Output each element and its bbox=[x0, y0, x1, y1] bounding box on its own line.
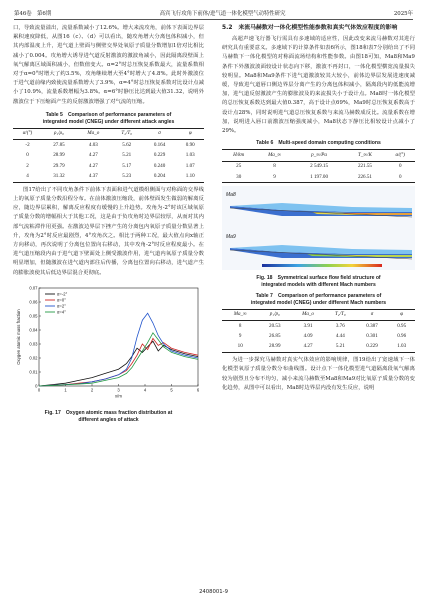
table-row bbox=[222, 321, 415, 332]
legend-label-3: α=4° bbox=[57, 309, 66, 315]
page-number: 2408001-9 bbox=[199, 589, 228, 595]
fig18-label-ma9: Ma9 bbox=[226, 234, 236, 241]
table5-cell: 0.240 bbox=[153, 162, 166, 169]
y-tick-label: 0.02 bbox=[29, 355, 38, 361]
table6-cell: 8 bbox=[273, 163, 276, 170]
table6-cell: 1 197.00 bbox=[294, 172, 345, 183]
table7-header-5: φ bbox=[388, 309, 415, 320]
table7-header-3: T₂/T₀ bbox=[325, 309, 356, 320]
legend-label-0: α=-2° bbox=[57, 291, 68, 297]
y-axis-label: Oxygen atomic mass fraction bbox=[16, 309, 21, 365]
table7-header-2: Ma_o bbox=[291, 309, 325, 320]
y-tick-label: 0.01 bbox=[29, 369, 38, 375]
header-title: 高宾飞行攻角下前体/进气道一体化模型气动特性研究 bbox=[159, 11, 286, 17]
table5-cell: 31.32 bbox=[42, 171, 76, 182]
table5-cell: 27.85 bbox=[53, 141, 65, 148]
fig17-caption-line2: different angles of attack bbox=[78, 417, 139, 424]
table7-cell: 10 bbox=[222, 342, 258, 353]
table6-header-2: p_∞/Pa bbox=[294, 150, 345, 161]
table5-cell: 4.27 bbox=[88, 152, 98, 159]
table7-caption-line1: Table 7 Comparison of performance parameters of bbox=[255, 292, 382, 299]
table7-cell: 1.03 bbox=[388, 342, 415, 353]
table7-cell: 0.96 bbox=[397, 332, 407, 339]
fig18 bbox=[222, 186, 415, 274]
table7-cell: 9 bbox=[238, 332, 242, 339]
right-paragraph-2: 为进一步探究马赫数对真实气体效应的影响规律，图19给出了宽速域下一体化模型氧原子质量分数分布曲线图。设计点下一体化模型进气道隔离段氧气解离较为剧烈且分布不均匀，减小来流马赫数至Ma8和Ma9对比氧原子质量分数的变化趋势，从图中可以看出，Ma8时边界层内没有发生反应，说明 bbox=[222, 357, 415, 391]
legend-label-2: α=2° bbox=[57, 303, 66, 309]
table5-cell: -2 bbox=[25, 141, 30, 148]
table7-cell: 4.27 bbox=[291, 342, 325, 353]
table7-cell: 3.76 bbox=[335, 322, 345, 329]
x-tick-label: 4 bbox=[143, 387, 147, 393]
table5-cell: 4 bbox=[13, 171, 42, 182]
table-row bbox=[13, 161, 204, 171]
table7-cell: 28.99 bbox=[258, 342, 291, 353]
table5-cell: 0 bbox=[26, 152, 29, 159]
table5-cell: 0.229 bbox=[153, 152, 166, 159]
table5-cell: 28.99 bbox=[53, 152, 65, 159]
table5-header-3: T₂/T₀ bbox=[111, 128, 143, 139]
fig18-caption-line1: Fig. 18 Symmetrical surface flow field structure of bbox=[256, 274, 381, 281]
fig18-flowfield bbox=[222, 186, 415, 270]
x-tick-label: 3 bbox=[117, 387, 120, 393]
table7-cell: 0.229 bbox=[356, 342, 389, 353]
header-volume: 第46卷 第6期 bbox=[14, 11, 52, 17]
table-row bbox=[222, 331, 415, 341]
table-row bbox=[222, 172, 415, 183]
table5-cell: 5.17 bbox=[122, 162, 132, 169]
table-row bbox=[222, 161, 415, 172]
x-tick-label: 0 bbox=[37, 387, 41, 393]
right-column bbox=[222, 24, 415, 393]
table5-cell: 4.27 bbox=[88, 162, 98, 169]
section-5-2-title: 5.2 来流马赫数对一体化模型性能参数和真实气体效应程度的影响 bbox=[222, 25, 398, 31]
y-tick-label: 0.07 bbox=[29, 285, 38, 291]
table6-cell: 226.51 bbox=[344, 172, 385, 183]
table7-header-4: σ bbox=[356, 309, 389, 320]
fig18-colorbar bbox=[262, 264, 382, 267]
legend-label-1: α=0° bbox=[57, 297, 66, 303]
table5-header-5: φ bbox=[177, 128, 205, 139]
table7-cell: 3.91 bbox=[303, 322, 313, 329]
header-year: 2025年 bbox=[393, 11, 413, 17]
table5-caption-line1: Table 5 Comparison of performance parameters of bbox=[45, 111, 172, 118]
table7-cell: 20.53 bbox=[269, 322, 281, 329]
x-tick-label: 5 bbox=[170, 387, 173, 393]
table6-cell: 2 549.15 bbox=[310, 163, 328, 170]
table-row bbox=[13, 171, 204, 182]
table7 bbox=[222, 309, 415, 354]
table-row bbox=[13, 151, 204, 161]
table6-cell: 25 bbox=[236, 163, 242, 170]
table5-header-2: Ma_o bbox=[76, 128, 111, 139]
fig17 bbox=[13, 282, 204, 410]
x-tick-label: 1 bbox=[64, 387, 67, 393]
table5-cell: 5.23 bbox=[111, 171, 143, 182]
table7-cell: 4.09 bbox=[303, 332, 313, 339]
table6-cell: 30 bbox=[222, 172, 255, 183]
x-tick-label: 6 bbox=[196, 387, 200, 393]
table5-cell: 4.37 bbox=[76, 171, 111, 182]
table6-cell: 0 bbox=[385, 172, 415, 183]
left-paragraph-1: 口，导致流量溢出，流量系数减小了12.6%。增大来流攻角，前体下表面边界层累积速度降低，从图16（c）、（d）可以看出，随攻角增大分离包体积减小，但其内部温度上升，进气道上壁面与侧壁交界处氧原子质量分数增加1倍对比相比减小了0.004。攻角增大诱导进气道反射激波的激波角减小，因此隔离段壁面上氧气解离区域面积减小，但数值变大。α=2°时总压恢复系数最大，流量系数相对于α=0°时增大了约3.5%，攻角继续增大至4°时增大了4.8%。此时外激波位于进气道前缘内致使流量系数增大了3.9%，α=4°时总压恢复系数对比设计点减小了10.9%，流量系数增幅为3.8%。α=6°时静压比达到最大值31.32，说明外激波位于下压缩面产生的反射激波增强了对气流的压缩。 bbox=[13, 25, 204, 105]
table7-cell: 8 bbox=[238, 322, 242, 329]
table6-cell: 9 bbox=[255, 172, 293, 183]
table7-header-1: p₁/p₀ bbox=[258, 309, 291, 320]
y-tick-label: 0.05 bbox=[29, 313, 38, 319]
table5-cell: 4.03 bbox=[88, 141, 98, 148]
table6-header-0: H/km bbox=[222, 150, 255, 161]
table7-cell: 26.85 bbox=[269, 332, 281, 339]
x-axis-label: x/m bbox=[115, 393, 122, 399]
table5-header-1: ρ₁/ρ₀ bbox=[42, 128, 76, 139]
y-tick-label: 0 bbox=[35, 383, 38, 389]
table5-cell: 1.03 bbox=[185, 152, 195, 159]
table6-cell: 0 bbox=[398, 163, 402, 170]
y-tick-label: 0.04 bbox=[29, 327, 38, 333]
table-row bbox=[13, 140, 204, 151]
table5-cell: 5.21 bbox=[122, 152, 132, 159]
right-paragraph-1: 高超声速飞行器飞行需具有多速域的适应性，因此改变来流马赫数对其进行研究具有重要意义。多速域下的计算条件如表6所示，图18和表7分别给出了不同马赫数下一体化模型的对称面流场结构和性能参数。由图18可知，Ma8和Ma9条件下外激波波面较设计状态向下移，激波不再封口，一体化模型横宽流量损失较明显。Ma8和Ma9条件下进气道激波较其大较小，前体边界层发展进速度减缓，导致进气道唇口侧边界层分离产生的分离包体积减小，隔离段内的低能流增加，进气道反射激波产生的膨胀波及的来流损失小于设计点。Ma8时一体化模型的总压恢复系数达到最大值0.387，高于设计点69%，Ma9时总压恢复系数高于设计点28%，同时说明进气道总压恢复系数与来流马赫数成反比。流量系数在增加，说明进入唇口前激波压缩强度减小，Ma8状态下静压比相较设计点减小了29%。 bbox=[222, 36, 415, 135]
table7-cell: 0.95 bbox=[397, 322, 407, 329]
left-column bbox=[13, 24, 204, 424]
table5-cell: 0.204 bbox=[143, 171, 177, 182]
table7-cell: 5.21 bbox=[325, 342, 356, 353]
left-paragraph-2: 图17给出了不同攻角条件下前体下表面和进气道模组侧面与对称面的交界线上的氧原子质量分数沿程分布。在前体激波压缩段，前体壁面发生做弱的解离反应，随边界层累积，解离反应程度有缓慢的上升趋势。攻角为-2°时该区域氧原子质量分数的增幅相大于其他工况，这是由于负攻角时边界层较厚，从而对其内部气流粘滞作用更强。在激波边界层下挫产生的分离包内氧原子质量分数显著上升，攻角为2°时反应最剧烈，4°攻角次之。相比于两种工况，最大值点向x轴正方向移动，再次说明了分离包位置向右移动，其中攻角-2°时反应程度最小。在进气道压缩段内由于进气道下壁面处上侧受激波作用，进气道内氧原子质量分数明显增加，但随激波在进气道内部往后传播，分离包位置向右移动，进气道产生的膨胀波使其后低边界层混合更彻底。 bbox=[13, 186, 204, 276]
table5-cell: 5.62 bbox=[122, 141, 132, 148]
table6-cell: 221.55 bbox=[357, 163, 372, 170]
table5-cell: 0.90 bbox=[185, 141, 195, 148]
table5-cell: 0.164 bbox=[153, 141, 166, 148]
y-tick-label: 0.03 bbox=[29, 341, 38, 347]
table-row bbox=[222, 342, 415, 353]
table7-cell: 4.44 bbox=[335, 332, 345, 339]
table7-cell: 0.301 bbox=[366, 332, 378, 339]
fig18-caption-line2: integrated models with different Mach numbers bbox=[261, 281, 376, 288]
table5-cell: 2 bbox=[26, 162, 29, 169]
table7-caption-line2: integrated model (CNEG) under different Mach numbers bbox=[250, 299, 387, 306]
fig17-caption-line1: Fig. 17 Oxygen atomic mass fraction distribution at bbox=[44, 410, 173, 417]
fig17-chart bbox=[13, 282, 204, 406]
table6-header-3: T_∞/K bbox=[344, 150, 385, 161]
running-header bbox=[14, 9, 413, 20]
y-tick-label: 0.06 bbox=[29, 299, 38, 305]
table5-caption-line2: integrated model (CNEG) under different attack angles bbox=[42, 118, 175, 125]
table7-cell: 0.387 bbox=[366, 322, 378, 329]
x-tick-label: 2 bbox=[90, 387, 94, 393]
table6 bbox=[222, 149, 415, 183]
table6-header-1: Ma_∞ bbox=[255, 150, 293, 161]
table7-header-0: Ma_∞ bbox=[222, 309, 258, 320]
fig18-label-ma8: Ma8 bbox=[226, 192, 236, 199]
table5-header-4: σ bbox=[143, 128, 177, 139]
table5 bbox=[13, 128, 204, 183]
table5-cell: 1.10 bbox=[177, 171, 205, 182]
table5-header-0: α/(°) bbox=[13, 128, 42, 139]
table6-header-4: α/(°) bbox=[385, 150, 415, 161]
table5-cell: 1.07 bbox=[185, 162, 195, 169]
table6-caption: Table 6 Multi-speed domain computing conditions bbox=[256, 140, 381, 147]
table5-cell: 29.79 bbox=[53, 162, 65, 169]
